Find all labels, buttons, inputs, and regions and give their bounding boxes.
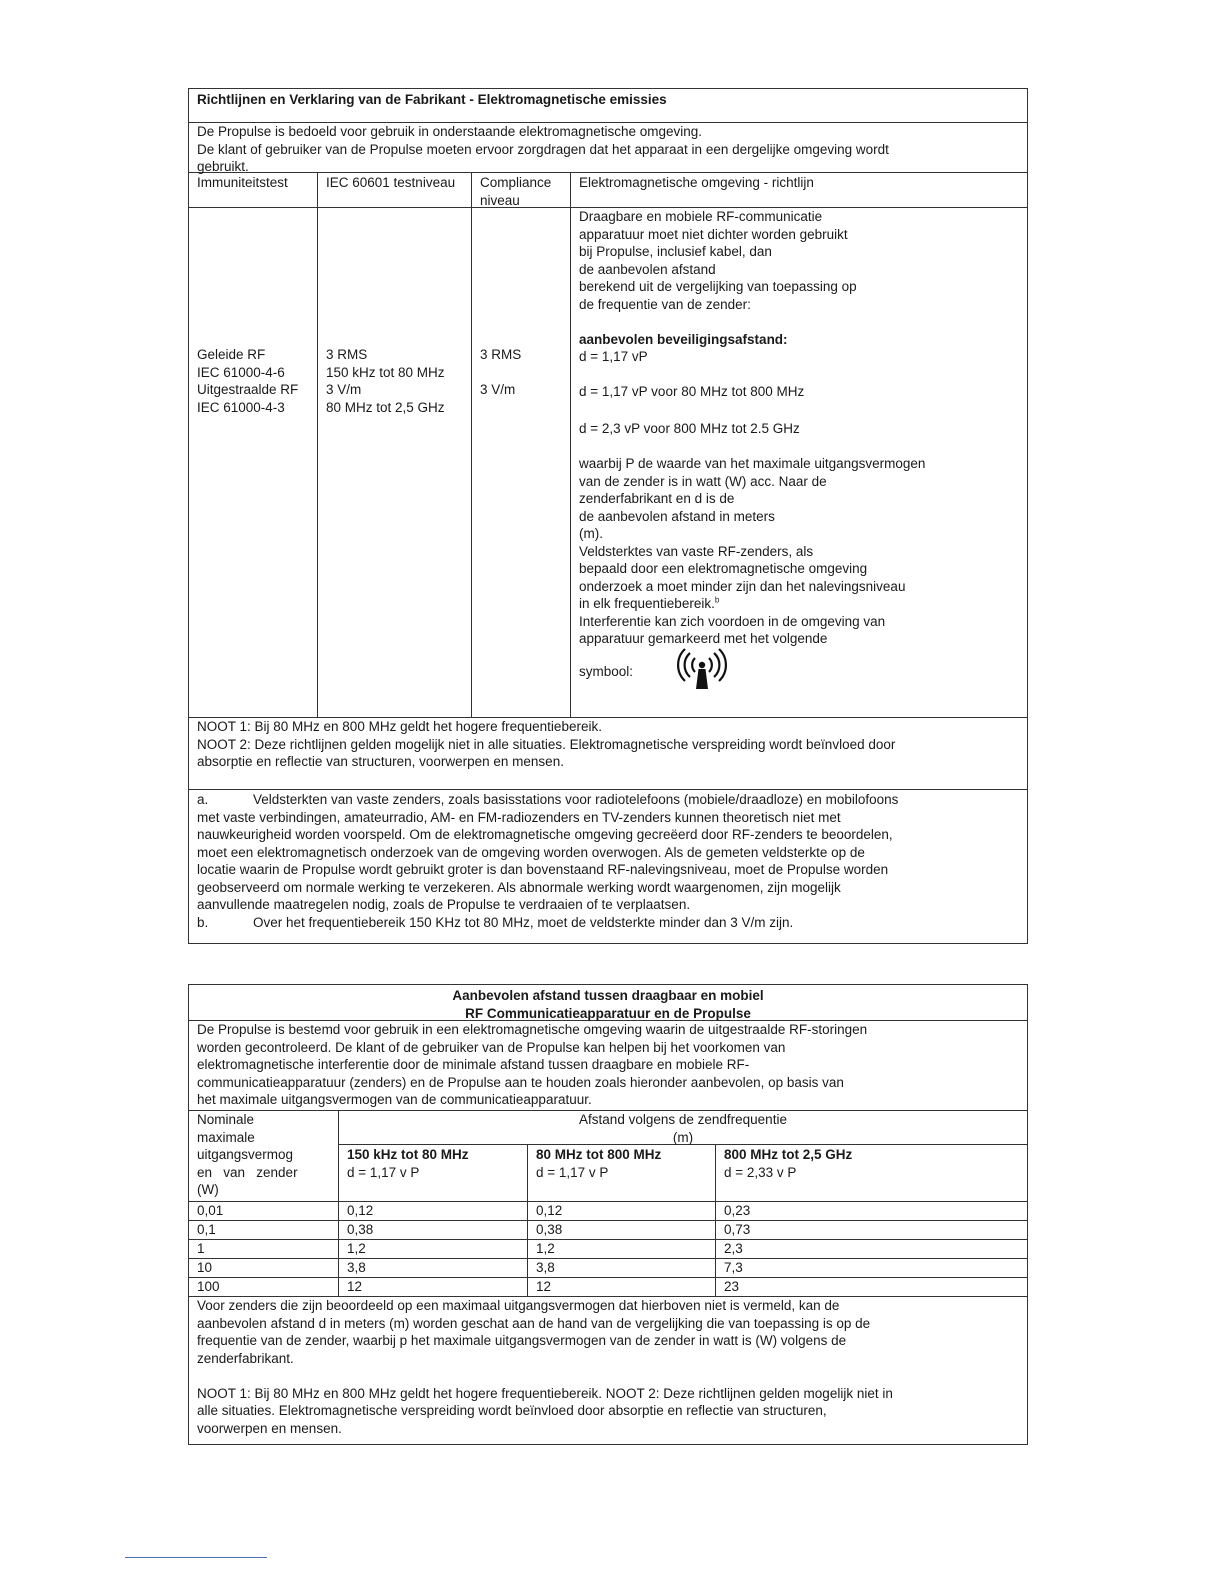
header-guidance [571,173,1027,207]
distance-cell: 12 [339,1278,528,1296]
guidance-line: de frequentie van de zender: [579,296,751,312]
distance-cell: 0,12 [528,1202,716,1220]
table2-intro-line: worden gecontroleerd. De klant of de gebruiker van de Propulse kan helpen bij het voorkomen van [197,1039,786,1055]
guidance-line: apparatuur moet niet dichter worden gebruikt [579,226,848,242]
distance-cell: 0,38 [528,1221,716,1239]
power-cell: 0,1 [189,1221,339,1239]
header-immunity-test [189,173,318,207]
emc-immunity-table [188,88,1028,944]
cell-line: IEC 61000-4-3 [197,399,285,415]
table2-title [189,985,1027,1021]
header-text: niveau [480,192,520,208]
table1-title [189,89,1027,123]
footnote-b [197,914,1019,932]
non-ionizing-radiation-icon [677,648,727,697]
immunity-test-cell [189,208,318,717]
table-row [189,1202,1027,1221]
table-row [189,1221,1027,1240]
footnote-line: met vaste verbindingen, amateurradio, AM- en FM-radiozenders en TV-zenders kunnen theoretisch niet met [197,809,841,825]
guidance-formula: d = 1,17 vP voor 80 MHz tot 800 MHz [579,384,805,399]
table2-title-line: Aanbevolen afstand tussen draagbaar en mobiel [452,988,764,1003]
header-text: Immuniteitstest [197,175,288,190]
band-range: 150 kHz tot 80 MHz [347,1147,469,1162]
table1-header-row [189,173,1027,208]
distance-cell: 1,2 [339,1240,528,1258]
note-line: voorwerpen en mensen. [197,1420,342,1436]
guidance-line: waarbij P de waarde van het maximale uitgangsvermogen [579,456,926,471]
test-level-cell [318,208,472,717]
power-header-line: maximale [197,1129,255,1145]
distance-cell: 0,73 [724,1222,751,1237]
table2-intro-line: De Propulse is bestemd voor gebruik in een elektromagnetische omgeving waarin de uitgestraalde RF-storingen [197,1022,868,1037]
distance-cell: 12 [528,1278,716,1296]
band-formula: d = 2,33 v P [724,1164,797,1180]
footnote-a-first [197,791,1019,809]
header-text: Compliance [480,175,552,190]
power-header [189,1111,339,1201]
guidance-text: in elk frequentiebereik. [579,596,715,611]
table-row [189,1278,1027,1297]
footnote-b-label: b. [197,914,209,930]
distance-cell: 0,12 [339,1202,528,1220]
footnote-line: geobserveerd om normale werking te verzekeren. Als abnormale werking wordt waargenomen, zijn mogelijk [197,879,841,895]
distance-header-line: Afstand volgens de zendfrequentie [579,1112,787,1127]
footnote-line: moet een elektromagnetisch onderzoek van de omgeving worden overwogen. Als de gemeten veldsterkte op de [197,844,865,860]
power-header-line: (W) [197,1182,219,1197]
distance-header-group [339,1111,1027,1201]
band-range: 80 MHz tot 800 MHz [536,1147,662,1162]
distance-cell: 1,2 [528,1240,716,1258]
distance-header-line: (m) [672,1129,694,1145]
distance-cell: 2,3 [724,1241,743,1256]
table1-intro-line: De Propulse is bedoeld voor gebruik in onderstaande elektromagnetische omgeving. [197,124,703,139]
footer-line: zenderfabrikant. [197,1350,294,1366]
distance-cell: 0,23 [724,1203,751,1218]
guidance-line: bepaald door een elektromagnetische omgeving [579,561,868,576]
table1-body-row [189,208,1027,718]
guidance-line [579,595,1019,613]
power-header-line: Nominale [197,1112,255,1127]
power-cell: 10 [189,1259,339,1277]
distance-header [339,1111,1027,1145]
table1-notes [189,718,1027,790]
header-compliance-level [472,173,571,207]
power-cell: 1 [189,1240,339,1258]
footer-line: aanbevolen afstand d in meters (m) worden geschat aan de hand van de vergelijking die van toepassing is op de [197,1315,871,1331]
cell-line: 80 MHz tot 2,5 GHz [326,399,445,415]
guidance-line: van de zender is in watt (W) acc. Naar de [579,473,827,489]
footnote-a-text: Veldsterkten van vaste zenders, zoals basisstations voor radiotelefoons (mobiele/draadloze) en mobilofoons [253,792,899,807]
table1-intro [189,123,1027,173]
guidance-line: Draagbare en mobiele RF-communicatie [579,209,823,224]
guidance-line: apparatuur gemarkeerd met het volgende [579,631,828,646]
table1-intro-line: gebruikt. [197,159,249,174]
distance-cell: 7,3 [724,1260,743,1275]
table1-footnotes [189,790,1027,943]
footnote-line: nauwkeurigheid worden voorspeld. Om de elektromagnetische omgeving gecreëerd door RF-zenders te beoordelen, [197,827,893,842]
cell-line: 3 V/m [326,382,362,397]
table-row [189,1240,1027,1259]
cell-line: Uitgestraalde RF [197,382,299,397]
distance-cell: 3,8 [339,1259,528,1277]
cell-line: 3 RMS [480,347,522,362]
band-header-1 [339,1145,528,1201]
header-text: Elektromagnetische omgeving - richtlijn [579,175,814,190]
power-cell: 100 [189,1278,339,1296]
symbol-label: symbool: [579,663,634,679]
table2-footer [189,1297,1027,1444]
band-range: 800 MHz tot 2,5 GHz [724,1147,853,1162]
guidance-heading: aanbevolen beveiligingsafstand: [579,331,788,347]
cell-line: Geleide RF [197,347,266,362]
table2-header [189,1111,1027,1202]
note-line: NOOT 2: Deze richtlijnen gelden mogelijk niet in alle situaties. Elektromagnetische verspreiding wordt beïnvloed door [197,736,896,752]
footer-line: frequentie van de zender, waarbij p het maximale uitgangsvermogen van de zender in watt is (W) volgens de [197,1333,847,1348]
distance-cell: 23 [724,1279,740,1294]
distance-cell: 3,8 [528,1259,716,1277]
band-formula: d = 1,17 v P [536,1164,609,1180]
footnote-line: aanvullende maatregelen nodig, zoals de Propulse te verdraaien of te verplaatsen. [197,897,691,912]
guidance-cell [571,208,1027,717]
note-line: absorptie en reflectie van structuren, voorwerpen en mensen. [197,754,564,769]
footnote-line: locatie waarin de Propulse wordt gebruikt groter is dan bovenstaand RF-nalevingsniveau, moet de Propulse worden [197,862,889,877]
note-line: NOOT 1: Bij 80 MHz en 800 MHz geldt het hogere frequentiebereik. [197,719,602,734]
footnote-a-label: a. [197,792,209,807]
table2-intro-line: elektromagnetische interferentie door de minimale afstand tussen draagbare en mobiele RF- [197,1057,750,1072]
footnote-marker: b [714,595,720,605]
table1-intro-line: De klant of gebruiker van de Propulse moeten ervoor zorgdragen dat het apparaat in een dergelijke omgeving wordt [197,141,889,157]
footer-line: Voor zenders die zijn beoordeeld op een maximaal uitgangsvermogen dat hierboven niet is vermeld, kan de [197,1298,840,1313]
band-formula: d = 1,17 v P [347,1164,420,1180]
footnote-b-text: Over het frequentiebereik 150 KHz tot 80 MHz, moet de veldsterkte minder dan 3 V/m zijn. [253,914,794,930]
table2-intro-line: communicatieapparatuur (zenders) en de Propulse aan te houden zoals hieronder aanbevolen, op basis van [197,1074,844,1090]
guidance-line: de aanbevolen afstand in meters [579,508,775,524]
guidance-line: (m). [579,526,603,541]
guidance-line: bij Propulse, inclusief kabel, dan [579,244,772,259]
note-line: alle situaties. Elektromagnetische verspreiding wordt beïnvloed door absorptie en reflectie van structuren, [197,1403,827,1418]
note-line: NOOT 1: Bij 80 MHz en 800 MHz geldt het hogere frequentiebereik. NOOT 2: Deze richtlijnen gelden mogelijk niet in [197,1385,893,1401]
power-header-line: en van zender [197,1164,298,1180]
guidance-line: Veldsterktes van vaste RF-zenders, als [579,543,814,559]
guidance-line: Interferentie kan zich voordoen in de omgeving van [579,613,886,629]
header-text: IEC 60601 testniveau [326,175,456,190]
guidance-formula: d = 1,17 vP [579,349,648,364]
header-test-level [318,173,472,207]
band-header-3 [716,1145,1027,1201]
footnote-separator [125,1557,267,1558]
table2-intro-line: het maximale uitgangsvermogen van de communicatieapparatuur. [197,1092,592,1107]
symbol-line [579,648,1019,697]
separation-distance-table [188,984,1028,1445]
guidance-formula: d = 2,3 vP voor 800 MHz tot 2.5 GHz [579,421,800,436]
table2-intro [189,1021,1027,1111]
table2-title-line: RF Communicatieapparatuur en de Propulse [465,1005,751,1021]
guidance-line: onderzoek a moet minder zijn dan het nalevingsniveau [579,578,906,594]
table1-title-text: Richtlijnen en Verklaring van de Fabrikant - Elektromagnetische emissies [197,92,667,107]
cell-line: 3 V/m [480,382,516,397]
power-cell: 0,01 [189,1202,339,1220]
band-headers [339,1145,1027,1201]
cell-line: 150 kHz tot 80 MHz [326,364,445,380]
band-header-2 [528,1145,716,1201]
guidance-line: de aanbevolen afstand [579,261,716,277]
compliance-level-cell [472,208,571,717]
cell-line: 3 RMS [326,347,368,362]
guidance-line: zenderfabrikant en d is de [579,491,735,506]
guidance-line: berekend uit de vergelijking van toepassing op [579,279,857,294]
power-header-line: uitgangsvermog [197,1147,294,1162]
distance-cell: 0,38 [339,1221,528,1239]
cell-line: IEC 61000-4-6 [197,364,285,380]
table-row [189,1259,1027,1278]
